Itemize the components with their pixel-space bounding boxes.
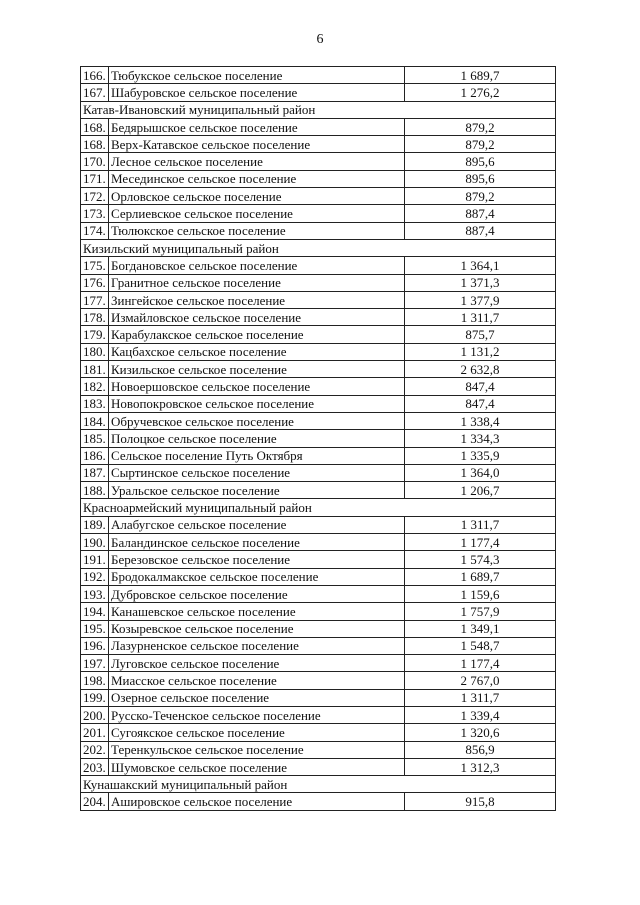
settlements-table xyxy=(80,66,556,811)
table-row xyxy=(81,395,556,412)
row-number: 173. xyxy=(81,205,109,222)
table-row xyxy=(81,412,556,429)
row-number: 196. xyxy=(81,637,109,654)
settlement-name: Измайловское сельское поселение xyxy=(109,309,405,326)
row-number: 201. xyxy=(81,724,109,741)
table-row xyxy=(81,378,556,395)
settlement-name: Орловское сельское поселение xyxy=(109,188,405,205)
settlement-name: Гранитное сельское поселение xyxy=(109,274,405,291)
settlement-name: Ашировское сельское поселение xyxy=(109,793,405,810)
amount-value: 1 177,4 xyxy=(405,655,556,672)
settlement-name: Новоершовское сельское поселение xyxy=(109,378,405,395)
settlement-name: Миасское сельское поселение xyxy=(109,672,405,689)
amount-value: 1 177,4 xyxy=(405,534,556,551)
settlement-name: Месединское сельское поселение xyxy=(109,170,405,187)
row-number: 180. xyxy=(81,343,109,360)
table-row xyxy=(81,620,556,637)
row-number: 188. xyxy=(81,482,109,499)
amount-value: 1 131,2 xyxy=(405,343,556,360)
settlement-name: Шабуровское сельское поселение xyxy=(109,84,405,101)
district-name: Кизильский муниципальный район xyxy=(81,239,556,256)
amount-value: 2 767,0 xyxy=(405,672,556,689)
amount-value: 875,7 xyxy=(405,326,556,343)
row-number: 175. xyxy=(81,257,109,274)
table-row xyxy=(81,170,556,187)
row-number: 172. xyxy=(81,188,109,205)
row-number: 200. xyxy=(81,706,109,723)
row-number: 187. xyxy=(81,464,109,481)
page-number: 6 xyxy=(316,32,324,47)
settlement-name: Лесное сельское поселение xyxy=(109,153,405,170)
district-name: Красноармейский муниципальный район xyxy=(81,499,556,516)
table-row xyxy=(81,361,556,378)
settlement-name: Русско-Теченское сельское поселение xyxy=(109,706,405,723)
settlement-name: Березовское сельское поселение xyxy=(109,551,405,568)
amount-value: 879,2 xyxy=(405,188,556,205)
row-number: 171. xyxy=(81,170,109,187)
row-number: 197. xyxy=(81,655,109,672)
settlement-name: Обручевское сельское поселение xyxy=(109,412,405,429)
district-name: Кунашакский муниципальный район xyxy=(81,776,556,793)
row-number: 204. xyxy=(81,793,109,810)
table-row xyxy=(81,136,556,153)
amount-value: 1 574,3 xyxy=(405,551,556,568)
settlement-name: Озерное сельское поселение xyxy=(109,689,405,706)
row-number: 194. xyxy=(81,603,109,620)
row-number: 177. xyxy=(81,291,109,308)
row-number: 184. xyxy=(81,412,109,429)
amount-value: 1 338,4 xyxy=(405,412,556,429)
row-number: 195. xyxy=(81,620,109,637)
row-number: 189. xyxy=(81,516,109,533)
amount-value: 1 377,9 xyxy=(405,291,556,308)
amount-value: 1 311,7 xyxy=(405,689,556,706)
table-row xyxy=(81,118,556,135)
row-number: 179. xyxy=(81,326,109,343)
district-header-row xyxy=(81,239,556,256)
table-row xyxy=(81,309,556,326)
amount-value: 1 312,3 xyxy=(405,758,556,775)
amount-value: 1 349,1 xyxy=(405,620,556,637)
district-header-row xyxy=(81,776,556,793)
table-row xyxy=(81,274,556,291)
table-row xyxy=(81,534,556,551)
row-number: 203. xyxy=(81,758,109,775)
amount-value: 1 320,6 xyxy=(405,724,556,741)
row-number: 199. xyxy=(81,689,109,706)
settlement-name: Тюбукское сельское поселение xyxy=(109,67,405,84)
district-header-row xyxy=(81,101,556,118)
table-row xyxy=(81,222,556,239)
amount-value: 1 364,0 xyxy=(405,464,556,481)
row-number: 185. xyxy=(81,430,109,447)
settlement-name: Новопокровское сельское поселение xyxy=(109,395,405,412)
amount-value: 1 689,7 xyxy=(405,67,556,84)
settlement-name: Козыревское сельское поселение xyxy=(109,620,405,637)
amount-value: 1 689,7 xyxy=(405,568,556,585)
table-row xyxy=(81,188,556,205)
amount-value: 1 276,2 xyxy=(405,84,556,101)
settlement-name: Алабугское сельское поселение xyxy=(109,516,405,533)
table-row xyxy=(81,689,556,706)
table-row xyxy=(81,84,556,101)
row-number: 182. xyxy=(81,378,109,395)
table-row xyxy=(81,291,556,308)
settlement-name: Сельское поселение Путь Октября xyxy=(109,447,405,464)
table-row xyxy=(81,343,556,360)
row-number: 191. xyxy=(81,551,109,568)
settlement-name: Кацбахское сельское поселение xyxy=(109,343,405,360)
row-number: 190. xyxy=(81,534,109,551)
amount-value: 2 632,8 xyxy=(405,361,556,378)
row-number: 198. xyxy=(81,672,109,689)
table-row xyxy=(81,482,556,499)
settlement-name: Серлиевское сельское поселение xyxy=(109,205,405,222)
table-row xyxy=(81,568,556,585)
settlement-name: Баландинское сельское поселение xyxy=(109,534,405,551)
amount-value: 1 364,1 xyxy=(405,257,556,274)
table-row xyxy=(81,637,556,654)
amount-value: 895,6 xyxy=(405,170,556,187)
amount-value: 856,9 xyxy=(405,741,556,758)
settlement-name: Бродокалмакское сельское поселение xyxy=(109,568,405,585)
amount-value: 1 335,9 xyxy=(405,447,556,464)
amount-value: 887,4 xyxy=(405,222,556,239)
amount-value: 1 206,7 xyxy=(405,482,556,499)
table-row xyxy=(81,793,556,810)
amount-value: 847,4 xyxy=(405,395,556,412)
row-number: 176. xyxy=(81,274,109,291)
settlement-name: Зингейское сельское поселение xyxy=(109,291,405,308)
settlement-name: Лазурненское сельское поселение xyxy=(109,637,405,654)
row-number: 178. xyxy=(81,309,109,326)
district-name: Катав-Ивановский муниципальный район xyxy=(81,101,556,118)
settlement-name: Верх-Катавское сельское поселение xyxy=(109,136,405,153)
table-row xyxy=(81,153,556,170)
table-row xyxy=(81,551,556,568)
table-row xyxy=(81,464,556,481)
table-row xyxy=(81,741,556,758)
amount-value: 847,4 xyxy=(405,378,556,395)
table-row xyxy=(81,724,556,741)
amount-value: 1 311,7 xyxy=(405,309,556,326)
table-row xyxy=(81,603,556,620)
table-row xyxy=(81,257,556,274)
amount-value: 895,6 xyxy=(405,153,556,170)
district-header-row xyxy=(81,499,556,516)
settlement-name: Луговское сельское поселение xyxy=(109,655,405,672)
table-row xyxy=(81,706,556,723)
amount-value: 1 371,3 xyxy=(405,274,556,291)
settlement-name: Уральское сельское поселение xyxy=(109,482,405,499)
row-number: 168. xyxy=(81,136,109,153)
row-number: 174. xyxy=(81,222,109,239)
row-number: 168. xyxy=(81,118,109,135)
settlement-name: Карабулакское сельское поселение xyxy=(109,326,405,343)
settlement-name: Полоцкое сельское поселение xyxy=(109,430,405,447)
settlement-name: Канашевское сельское поселение xyxy=(109,603,405,620)
row-number: 183. xyxy=(81,395,109,412)
row-number: 186. xyxy=(81,447,109,464)
settlement-name: Кизильское сельское поселение xyxy=(109,361,405,378)
table-row xyxy=(81,67,556,84)
amount-value: 879,2 xyxy=(405,118,556,135)
table-row xyxy=(81,758,556,775)
table-row xyxy=(81,447,556,464)
settlement-name: Богдановское сельское поселение xyxy=(109,257,405,274)
row-number: 202. xyxy=(81,741,109,758)
settlement-name: Шумовское сельское поселение xyxy=(109,758,405,775)
amount-value: 1 757,9 xyxy=(405,603,556,620)
row-number: 181. xyxy=(81,361,109,378)
settlement-name: Бедярышское сельское поселение xyxy=(109,118,405,135)
table-row xyxy=(81,430,556,447)
settlement-name: Дубровское сельское поселение xyxy=(109,585,405,602)
table-row xyxy=(81,585,556,602)
settlement-name: Сыртинское сельское поселение xyxy=(109,464,405,481)
amount-value: 1 339,4 xyxy=(405,706,556,723)
table-row xyxy=(81,655,556,672)
row-number: 166. xyxy=(81,67,109,84)
row-number: 193. xyxy=(81,585,109,602)
amount-value: 1 548,7 xyxy=(405,637,556,654)
amount-value: 1 311,7 xyxy=(405,516,556,533)
amount-value: 887,4 xyxy=(405,205,556,222)
table-row xyxy=(81,205,556,222)
row-number: 170. xyxy=(81,153,109,170)
row-number: 192. xyxy=(81,568,109,585)
table-body xyxy=(81,67,556,811)
table-row xyxy=(81,326,556,343)
amount-value: 1 159,6 xyxy=(405,585,556,602)
amount-value: 915,8 xyxy=(405,793,556,810)
table-row xyxy=(81,516,556,533)
settlement-name: Тюлюкское сельское поселение xyxy=(109,222,405,239)
settlement-name: Теренкульское сельское поселение xyxy=(109,741,405,758)
table-row xyxy=(81,672,556,689)
settlement-name: Сугоякское сельское поселение xyxy=(109,724,405,741)
amount-value: 879,2 xyxy=(405,136,556,153)
row-number: 167. xyxy=(81,84,109,101)
amount-value: 1 334,3 xyxy=(405,430,556,447)
